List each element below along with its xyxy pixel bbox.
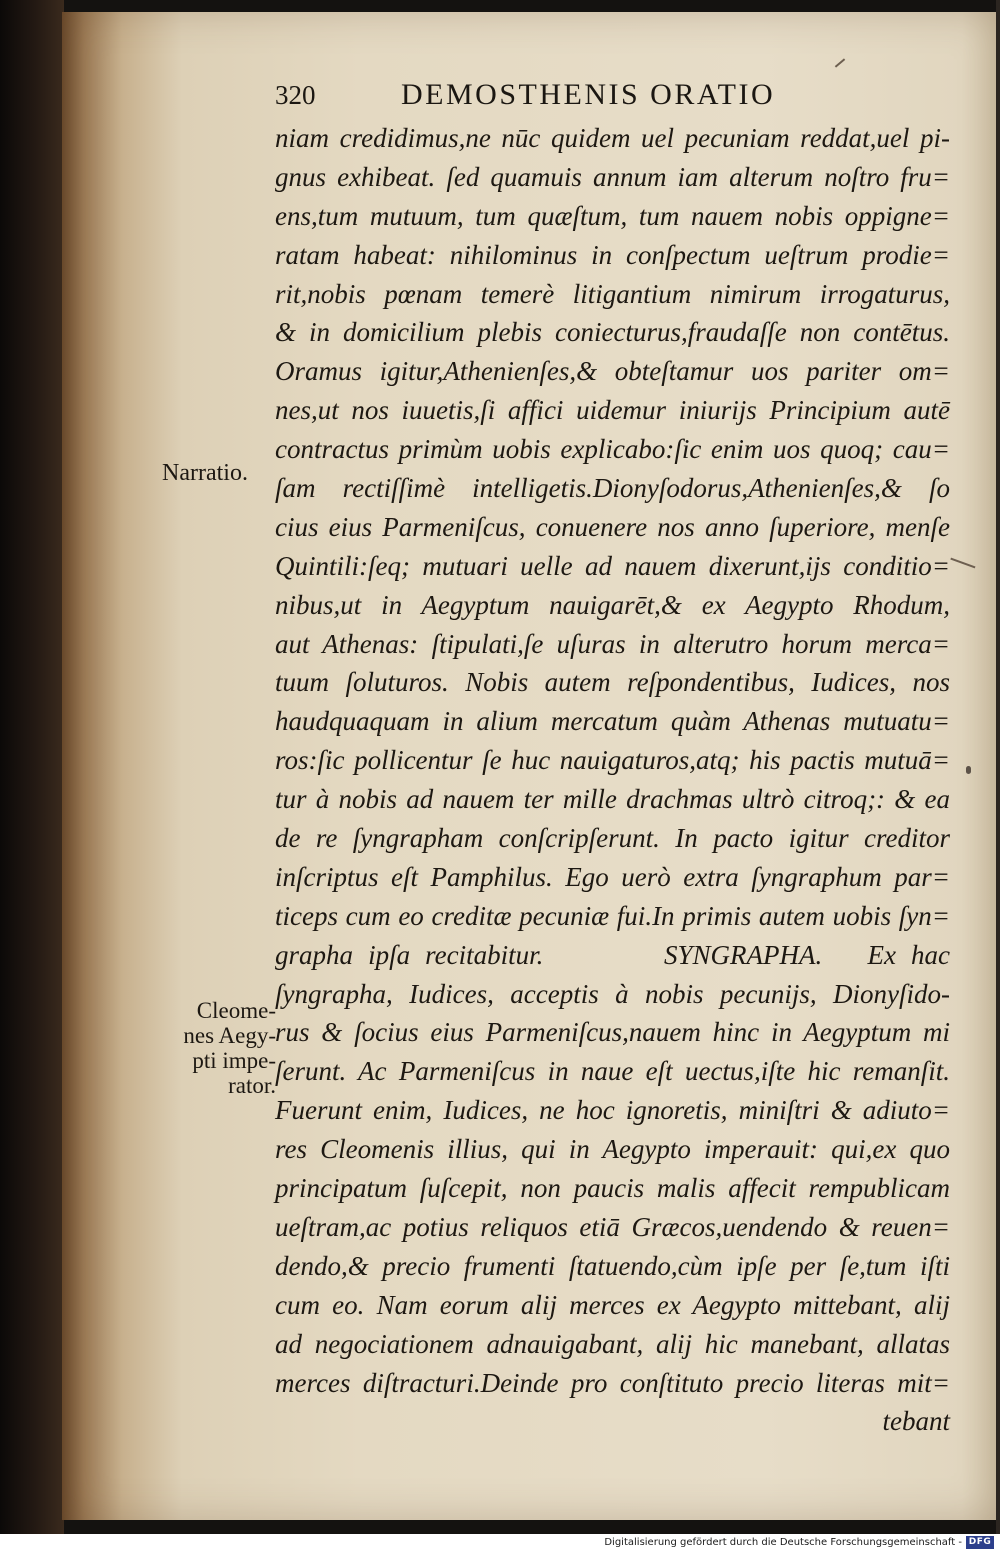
digitization-footer xyxy=(0,1534,1000,1551)
text-line: haudquaquam in alium mercatum quàm Athenas mutuatu= xyxy=(275,706,950,737)
page-number: 320 xyxy=(275,80,316,110)
scan-right-edge xyxy=(996,0,1000,1534)
margin-note-line: nes Aegy- xyxy=(183,1023,276,1048)
running-head xyxy=(275,78,835,118)
running-title: DEMOSTHENIS ORATIO xyxy=(401,78,776,111)
text-line: contractus primùm uobis explicabo:ſic enim uos quoq; cau= xyxy=(275,434,950,465)
text-line: ens,tum mutuum, tum quæſtum, tum nauem nobis oppigne= xyxy=(275,200,950,231)
text-line: cius eius Parmeniſcus, conuenere nos anno ſuperiore, menſe xyxy=(275,511,950,542)
margin-note-line: rator. xyxy=(228,1073,276,1098)
text-line: grapha ipſa recitabitur. SYNGRAPHA. Ex hac xyxy=(275,939,950,970)
text-line: ad negociationem adnauigabant, alij hic manebant, allatas xyxy=(275,1328,950,1359)
text-line: res Cleomenis illius, qui in Aegypto imperauit: qui,ex quo xyxy=(275,1134,950,1165)
text-line: ueſtram,ac potius reliquos etiā Græcos,uendendo & reuen= xyxy=(275,1211,950,1242)
text-line: ratam habeat: nihilominus in conſpectum ueſtrum prodie= xyxy=(275,239,950,270)
text-line: merces diſtracturi.Deinde pro conſtituto precio literas mit= xyxy=(275,1367,950,1398)
text-line: ros:ſic pollicentur ſe huc nauigaturos,atq; his pactis mutuā= xyxy=(275,745,950,776)
body-text xyxy=(275,119,950,1441)
text-line: dendo,& precio frumenti ſtatuendo,cùm ipſe per ſe,tum iſti xyxy=(275,1250,950,1281)
text-line: tuum ſoluturos. Nobis autem reſpondentibus, Iudices, nos xyxy=(275,667,950,698)
text-line: tur à nobis ad nauem ter mille drachmas ultrò citroq;: & ea xyxy=(275,784,950,815)
text-line: principatum ſuſcepit, non paucis malis affecit rempublicam xyxy=(275,1173,950,1204)
text-line: ſerunt. Ac Parmeniſcus in naue eſt uectus,iſte hic remanſit. xyxy=(275,1056,950,1087)
text-line: cum eo. Nam eorum alij merces ex Aegypto mittebant, alij xyxy=(275,1289,950,1320)
text-line: nibus,ut in Aegyptum nauigarēt,& ex Aegypto Rhodum, xyxy=(275,589,950,620)
dfg-logo[interactable]: DFG xyxy=(966,1536,994,1549)
text-line: ſyngrapha, Iudices, acceptis à nobis pecunijs, Dionyſido- xyxy=(275,978,950,1009)
text-line: nes,ut nos iuuetis,ſi affici uidemur iniurijs Principium autē xyxy=(275,395,950,426)
margin-note-narratio: Narratio. xyxy=(162,460,248,486)
stray-mark xyxy=(951,558,976,568)
text-line: rit,nobis pœnam temerè litigantium nimirum irrogaturus, xyxy=(275,278,950,309)
footer-credit: Digitalisierung gefördert durch die Deutsche Forschungsgemeinschaft - xyxy=(604,1537,962,1548)
text-line: rus & ſocius eius Parmeniſcus,nauem hinc in Aegyptum mi xyxy=(275,1017,950,1048)
text-line: Fuerunt enim, Iudices, ne hoc ignoretis, miniſtri & adiuto= xyxy=(275,1095,950,1126)
text-line: aut Athenas: ſtipulati,ſe uſuras in alterutro horum merca= xyxy=(275,628,950,659)
text-line: & in domicilium plebis coniecturus,fraudaſſe non contētus. xyxy=(275,317,950,348)
margin-note-line: Cleome- xyxy=(196,998,276,1023)
text-line: inſcriptus eſt Pamphilus. Ego uerò extra ſyngraphum par= xyxy=(275,861,950,892)
stray-mark xyxy=(835,58,845,67)
text-line: de re ſyngrapham conſcripſerunt. In pacto igitur creditor xyxy=(275,823,950,854)
margin-note-line: pti impe- xyxy=(192,1048,276,1073)
book-cover-edge xyxy=(0,0,64,1534)
text-line: Quintili:ſeq; mutuari uelle ad nauem dixerunt,ijs conditio= xyxy=(275,550,950,581)
margin-note-cleomenes xyxy=(157,998,276,1098)
text-line: ticeps cum eo creditæ pecuniæ fui.In primis autem uobis ſyn= xyxy=(275,900,950,931)
text-line: Oramus igitur,Athenienſes,& obteſtamur uos pariter om= xyxy=(275,356,950,387)
text-line: gnus exhibeat. ſed quamuis annum iam alterum noſtro fru= xyxy=(275,161,950,192)
text-line: ſam rectiſſimè intelligetis.Dionyſodorus,Athenienſes,& ſo xyxy=(275,473,950,504)
text-line: niam credidimus,ne nūc quidem uel pecuniam reddat,uel pi- xyxy=(275,123,950,153)
book-page xyxy=(62,12,998,1520)
catchword: tebant xyxy=(882,1406,950,1437)
stray-mark xyxy=(966,766,971,774)
